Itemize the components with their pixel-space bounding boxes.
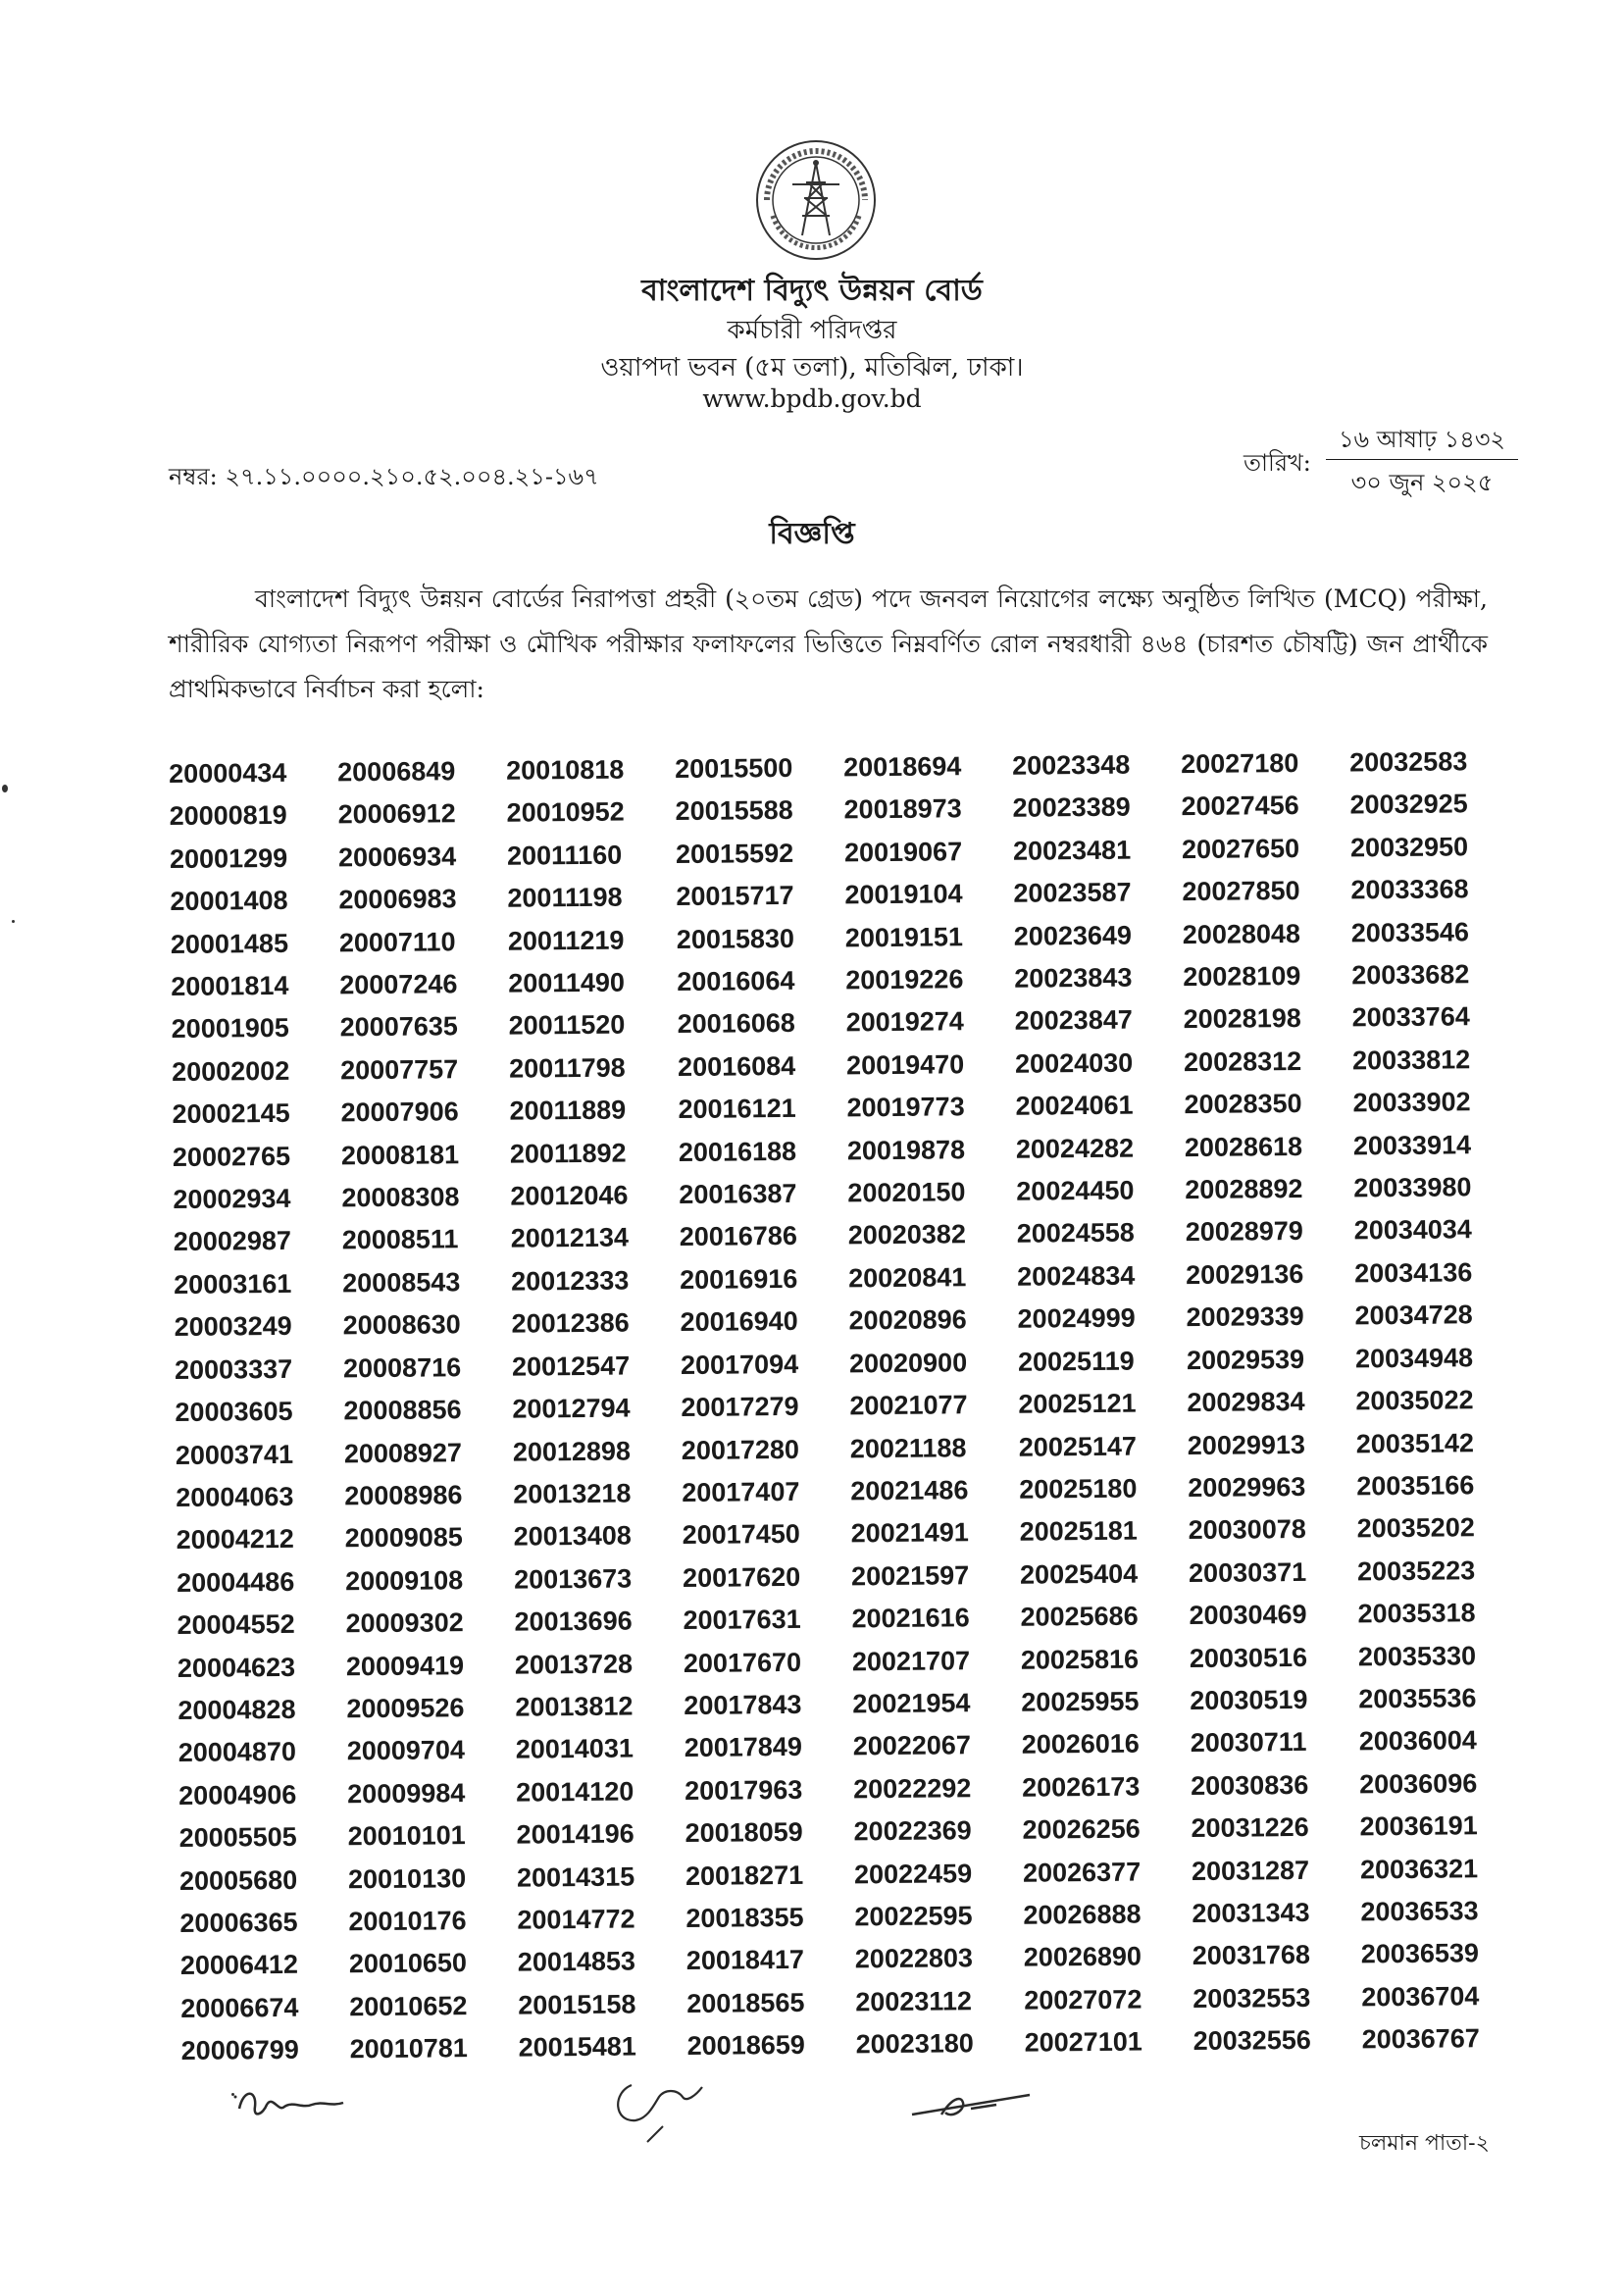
roll-number: 20015830	[676, 923, 795, 954]
roll-number: 20028892	[1185, 1173, 1303, 1205]
roll-number: 20017849	[684, 1732, 803, 1763]
roll-number: 20004486	[176, 1566, 295, 1598]
roll-number: 20010652	[349, 1990, 468, 2022]
roll-number: 20015500	[675, 752, 793, 785]
roll-number: 20028979	[1185, 1216, 1304, 1248]
roll-number: 20018271	[685, 1860, 804, 1891]
roll-number: 20004828	[178, 1694, 296, 1725]
department-name: কর্মচারী পরিদপ্তর	[727, 316, 897, 345]
roll-number: 20034034	[1353, 1214, 1473, 1246]
roll-number: 20008927	[343, 1437, 463, 1468]
roll-number: 20006983	[338, 884, 457, 915]
roll-number: 20014196	[516, 1818, 634, 1850]
roll-number: 20016064	[677, 965, 795, 997]
roll-number: 20011798	[508, 1052, 626, 1084]
roll-number: 20016188	[678, 1136, 797, 1167]
roll-number: 20034728	[1354, 1300, 1473, 1331]
approver-signature	[902, 2079, 1040, 2128]
roll-number: 20007635	[339, 1011, 458, 1043]
roll-number: 20018659	[686, 2030, 805, 2062]
notice-body	[169, 577, 1488, 712]
roll-number: 20019104	[844, 879, 963, 910]
roll-number: 20015592	[675, 838, 794, 869]
roll-number: 20003337	[174, 1353, 293, 1385]
roll-number: 20005680	[178, 1864, 298, 1896]
roll-number: 20015588	[675, 795, 793, 827]
roll-number: 20022459	[853, 1858, 973, 1889]
date-bangla: ১৬ আষাঢ় ১৪৩২	[1338, 426, 1506, 453]
roll-number: 20033546	[1350, 916, 1470, 948]
officer-signature	[608, 2067, 726, 2146]
scan-speck	[2, 785, 8, 792]
date-label: তারিখ:	[1243, 449, 1311, 477]
roll-number: 20012386	[511, 1307, 630, 1339]
roll-number: 20017094	[680, 1349, 799, 1380]
roll-number: 20027072	[1024, 1984, 1142, 2015]
roll-number: 20015158	[518, 1989, 636, 2020]
roll-number: 20008543	[342, 1267, 461, 1299]
roll-number: 20016121	[678, 1094, 796, 1125]
roll-number: 20009704	[346, 1735, 466, 1766]
roll-number: 20011889	[509, 1095, 627, 1126]
roll-number: 20006799	[180, 2034, 299, 2066]
roll-number: 20021486	[850, 1475, 969, 1506]
roll-number: 20018694	[843, 751, 962, 783]
roll-number: 20008308	[341, 1182, 460, 1213]
roll-number: 20018973	[843, 793, 962, 825]
roll-number: 20024558	[1016, 1218, 1136, 1249]
roll-number: 20027456	[1181, 790, 1299, 822]
roll-number: 20022292	[853, 1772, 972, 1805]
roll-number: 20029834	[1187, 1387, 1305, 1418]
roll-number: 20030371	[1188, 1556, 1307, 1588]
roll-number: 20004063	[176, 1481, 294, 1512]
roll-number: 20023843	[1014, 962, 1133, 994]
roll-number: 20008181	[340, 1139, 460, 1170]
roll-number: 20029539	[1186, 1344, 1305, 1375]
roll-number: 20010650	[348, 1948, 468, 1979]
roll-number: 20034136	[1354, 1257, 1473, 1289]
roll-number: 20036004	[1358, 1725, 1478, 1757]
roll-number: 20029136	[1186, 1258, 1304, 1290]
roll-number: 20006934	[337, 841, 457, 873]
roll-number: 20024030	[1014, 1047, 1134, 1079]
roll-number: 20035202	[1356, 1512, 1475, 1544]
roll-number: 20019226	[845, 964, 964, 995]
roll-number: 20025121	[1018, 1388, 1137, 1419]
roll-number: 20018417	[685, 1945, 805, 1976]
roll-number: 20026377	[1022, 1857, 1142, 1888]
roll-number: 20007906	[340, 1096, 459, 1128]
roll-number: 20012333	[511, 1265, 630, 1297]
bpdb-seal-logo	[753, 137, 879, 263]
roll-number: 20017620	[682, 1561, 801, 1593]
notice-body-text: বাংলাদেশ বিদ্যুৎ উন্নয়ন বোর্ডের নিরাপত্তা প্রহরী (২০তম গ্রেড) পদে জনবল নিয়োগের লক্ষ্যে অনুষ্ঠিত লিখিত (MCQ) পরীক্ষা, শারীরিক যোগ্যতা নিরূপণ পরীক্ষা ও মৌখিক পরীক্ষার ফলাফলের ভিত্তিতে নিম্নবর্ণিত রোল নম্বরধারী ৪৬৪ (চারশত চৌষট্টি) জন প্রার্থীকে প্রাথমিকভাবে নির্বাচন করা হলো:	[169, 585, 1488, 703]
roll-number: 20025147	[1018, 1431, 1138, 1462]
initial-signature	[233, 2079, 351, 2128]
roll-number: 20020150	[847, 1177, 966, 1208]
roll-number: 20020841	[848, 1262, 967, 1294]
roll-number: 20007757	[339, 1054, 459, 1086]
roll-number: 20002934	[173, 1183, 291, 1215]
roll-number: 20021954	[852, 1688, 971, 1719]
roll-number: 20028618	[1184, 1131, 1303, 1162]
roll-number: 20026016	[1021, 1728, 1141, 1760]
roll-number: 20013728	[514, 1649, 634, 1680]
scan-speck	[12, 920, 15, 923]
roll-number: 20004212	[176, 1524, 294, 1555]
org-website: www.bpdb.gov.bd	[702, 384, 922, 413]
roll-number: 20011892	[509, 1138, 627, 1169]
roll-number: 20024834	[1017, 1260, 1136, 1292]
roll-number: 20025404	[1019, 1558, 1139, 1590]
roll-number: 20019470	[845, 1049, 965, 1081]
roll-number: 20014853	[517, 1946, 636, 1978]
roll-number: 20023649	[1013, 920, 1133, 951]
roll-number: 20000819	[169, 800, 287, 832]
roll-number: 20003161	[174, 1268, 292, 1300]
roll-number: 20030469	[1189, 1600, 1307, 1631]
roll-number: 20003605	[175, 1396, 293, 1428]
roll-number: 20017407	[682, 1476, 800, 1507]
roll-number: 20033368	[1350, 874, 1469, 905]
roll-number: 20023389	[1012, 791, 1131, 824]
roll-number: 20035022	[1355, 1385, 1474, 1416]
roll-number: 20013408	[513, 1520, 632, 1552]
roll-number: 20016387	[679, 1178, 797, 1210]
roll-number: 20017280	[681, 1434, 800, 1465]
roll-number: 20033980	[1353, 1172, 1472, 1203]
roll-number: 20011160	[506, 840, 623, 871]
notice-title: বিজ্ঞপ্তি	[769, 517, 855, 551]
roll-number: 20017843	[684, 1689, 802, 1720]
roll-number: 20009302	[345, 1607, 464, 1639]
roll-number: 20027650	[1181, 833, 1300, 864]
roll-number: 20033812	[1351, 1045, 1471, 1076]
roll-number: 20026890	[1023, 1941, 1142, 1973]
roll-number: 20020382	[847, 1219, 967, 1250]
roll-number: 20025181	[1019, 1515, 1138, 1548]
roll-number: 20017279	[681, 1391, 799, 1423]
roll-number: 20009526	[346, 1693, 465, 1724]
roll-number: 20035166	[1356, 1470, 1475, 1502]
roll-number: 20011520	[508, 1009, 626, 1042]
roll-number: 20014120	[516, 1776, 634, 1808]
roll-number: 20028312	[1183, 1045, 1302, 1077]
roll-number: 20014772	[517, 1904, 635, 1935]
roll-number: 20028048	[1182, 918, 1301, 949]
roll-number: 20015717	[676, 881, 794, 912]
roll-number: 20013812	[515, 1691, 634, 1722]
roll-number-table	[169, 740, 1515, 2073]
roll-number: 20029913	[1187, 1429, 1306, 1460]
roll-number: 20030519	[1190, 1684, 1308, 1715]
roll-number: 20002002	[171, 1055, 290, 1087]
roll-number: 20023587	[1013, 877, 1132, 908]
date-divider	[1326, 459, 1518, 460]
date-block	[1226, 422, 1520, 500]
roll-number: 20021491	[850, 1517, 969, 1549]
roll-number: 20011198	[507, 882, 623, 913]
roll-number: 20012134	[510, 1222, 630, 1254]
roll-number: 20024282	[1015, 1133, 1135, 1164]
roll-number: 20023112	[855, 1985, 973, 2017]
roll-number: 20020896	[848, 1304, 967, 1336]
roll-number: 20031343	[1192, 1897, 1310, 1929]
page-continuation: চলমান পাতা-২	[1359, 2131, 1490, 2156]
roll-number: 20026256	[1022, 1813, 1141, 1845]
roll-number: 20016940	[680, 1306, 798, 1338]
roll-number: 20004623	[177, 1652, 296, 1683]
roll-number: 20009085	[344, 1522, 463, 1554]
roll-number: 20033914	[1352, 1129, 1472, 1161]
roll-number: 20001299	[169, 842, 288, 874]
roll-number: 20006674	[180, 1992, 299, 2023]
roll-number: 20024450	[1016, 1175, 1135, 1206]
roll-number: 20003249	[174, 1311, 292, 1343]
roll-number: 20019067	[843, 837, 963, 868]
roll-number: 20017670	[683, 1647, 802, 1678]
roll-number: 20026888	[1023, 1899, 1142, 1930]
roll-number: 20013218	[513, 1478, 632, 1509]
roll-number: 20011219	[507, 925, 625, 956]
roll-number: 20001905	[171, 1013, 289, 1045]
date-english: ৩০ জুন ২০২৫	[1350, 469, 1494, 496]
roll-number: 20008986	[344, 1480, 463, 1511]
roll-number: 20004870	[178, 1737, 297, 1768]
roll-number: 20009108	[344, 1564, 464, 1597]
roll-number: 20008856	[343, 1395, 462, 1426]
roll-number: 20032556	[1193, 2025, 1311, 2057]
roll-number: 20025119	[1017, 1346, 1135, 1377]
roll-number: 20009419	[345, 1650, 465, 1681]
roll-number: 20007110	[338, 926, 456, 957]
org-address: ওয়াপদা ভবন (৫ম তলা), মতিঝিল, ঢাকা।	[600, 353, 1024, 382]
memo-number: নম্বর: ২৭.১১.০০০০.২১০.৫২.০০৪.২১-১৬৭	[169, 463, 599, 490]
roll-number: 20022803	[854, 1943, 974, 1974]
roll-number: 20036767	[1361, 2023, 1480, 2055]
roll-number: 20008630	[342, 1309, 461, 1341]
roll-number: 20021188	[849, 1432, 967, 1463]
roll-number: 20036191	[1359, 1810, 1478, 1842]
roll-number: 20032925	[1349, 789, 1468, 820]
roll-number: 20010176	[348, 1906, 467, 1937]
roll-number: 20001485	[170, 928, 289, 959]
roll-number: 20019773	[846, 1092, 965, 1123]
roll-number: 20018565	[686, 1987, 805, 2018]
roll-number: 20017450	[682, 1519, 800, 1551]
roll-number: 20031226	[1191, 1812, 1309, 1844]
roll-number: 20018355	[685, 1902, 804, 1933]
roll-number: 20013696	[514, 1606, 633, 1637]
roll-number: 20032583	[1349, 746, 1468, 778]
roll-number: 20012794	[512, 1393, 631, 1424]
roll-number: 20025955	[1021, 1686, 1140, 1717]
roll-number: 20035536	[1358, 1683, 1477, 1714]
roll-number: 20035318	[1357, 1598, 1476, 1629]
roll-number: 20035142	[1355, 1427, 1475, 1458]
roll-number: 20022067	[852, 1730, 972, 1761]
roll-number: 20022595	[854, 1901, 973, 1932]
roll-number: 20001814	[171, 970, 289, 1002]
roll-number: 20027850	[1182, 876, 1300, 907]
roll-number: 20013673	[513, 1563, 633, 1595]
roll-number: 20036321	[1359, 1853, 1479, 1884]
roll-number: 20021077	[849, 1390, 968, 1421]
roll-number: 20017963	[685, 1774, 803, 1806]
roll-number: 20012046	[510, 1180, 629, 1211]
roll-number: 20034948	[1354, 1342, 1474, 1374]
roll-number: 20032950	[1349, 832, 1469, 863]
roll-number: 20010101	[347, 1820, 466, 1852]
roll-number: 20036533	[1360, 1896, 1479, 1927]
roll-number: 20032553	[1193, 1982, 1311, 2014]
roll-number: 20019151	[844, 921, 964, 953]
roll-number: 20016084	[677, 1050, 796, 1082]
roll-number: 20030836	[1191, 1769, 1309, 1801]
roll-number: 20026173	[1022, 1771, 1141, 1803]
roll-number: 20019878	[846, 1134, 966, 1166]
roll-number: 20033682	[1351, 959, 1470, 991]
roll-number: 20004906	[178, 1779, 297, 1810]
roll-number: 20010818	[506, 754, 625, 786]
roll-number: 20020900	[848, 1347, 968, 1379]
roll-number: 20011490	[508, 967, 626, 998]
roll-number: 20029963	[1188, 1471, 1306, 1503]
org-name: বাংলাদেশ বিদ্যুৎ উন্নয়ন বোর্ড	[641, 274, 983, 308]
roll-number: 20027101	[1024, 2026, 1142, 2058]
roll-number: 20008511	[341, 1224, 459, 1255]
roll-number: 20006365	[179, 1907, 298, 1938]
roll-number: 20016916	[680, 1263, 798, 1295]
roll-number: 20012898	[512, 1436, 632, 1467]
roll-number: 20033764	[1351, 1001, 1470, 1033]
roll-number: 20028109	[1183, 960, 1301, 993]
roll-number: 20023180	[855, 2028, 974, 2060]
roll-number: 20036539	[1360, 1938, 1480, 1969]
roll-number: 20028350	[1184, 1089, 1302, 1120]
roll-number: 20019274	[845, 1006, 964, 1038]
roll-number: 20018059	[685, 1816, 803, 1849]
roll-number: 20030711	[1190, 1727, 1307, 1759]
scan-speck	[231, 2093, 234, 2096]
roll-number: 20024999	[1017, 1302, 1136, 1334]
roll-number: 20002765	[172, 1141, 291, 1172]
roll-number: 20001408	[170, 886, 288, 917]
roll-number: 20035330	[1357, 1640, 1477, 1671]
roll-number: 20002145	[172, 1098, 290, 1130]
roll-number: 20031287	[1191, 1855, 1310, 1886]
roll-number: 20005505	[178, 1821, 297, 1854]
roll-number: 20027180	[1181, 747, 1299, 780]
roll-number: 20010781	[349, 2033, 468, 2065]
roll-number: 20003741	[175, 1439, 294, 1470]
roll-number: 20031768	[1192, 1940, 1311, 1971]
roll-number: 20036096	[1359, 1767, 1478, 1800]
roll-number: 20021616	[851, 1603, 970, 1634]
roll-number: 20025180	[1019, 1473, 1138, 1504]
roll-number: 20002987	[173, 1226, 292, 1257]
roll-number: 20024061	[1015, 1090, 1134, 1121]
roll-number: 20016786	[679, 1221, 798, 1252]
roll-number: 20012547	[511, 1351, 631, 1382]
roll-number: 20023481	[1012, 835, 1132, 866]
roll-number: 20006912	[337, 798, 456, 830]
roll-number: 20014031	[515, 1733, 634, 1764]
roll-number: 20017631	[683, 1604, 801, 1636]
roll-number: 20010952	[506, 796, 625, 829]
roll-number: 20030516	[1189, 1642, 1308, 1673]
roll-number: 20029339	[1186, 1301, 1304, 1333]
roll-number: 20010130	[347, 1862, 467, 1894]
roll-number: 20028198	[1183, 1003, 1301, 1035]
roll-number: 20033902	[1352, 1087, 1471, 1118]
roll-number: 20016068	[677, 1008, 795, 1040]
roll-number: 20007246	[339, 969, 458, 1000]
roll-number: 20004552	[177, 1608, 295, 1641]
roll-number: 20022369	[853, 1815, 972, 1847]
roll-number: 20025816	[1020, 1644, 1140, 1675]
roll-number: 20006849	[337, 756, 456, 788]
roll-number: 20025686	[1020, 1601, 1139, 1632]
roll-number: 20023348	[1012, 749, 1131, 781]
roll-number: 20014315	[516, 1861, 635, 1893]
roll-number: 20015481	[518, 2031, 636, 2063]
roll-number: 20030078	[1188, 1514, 1306, 1546]
roll-number: 20035223	[1356, 1555, 1476, 1587]
roll-number: 20000434	[169, 757, 287, 789]
roll-number: 20006412	[179, 1950, 299, 1981]
roll-number: 20021597	[850, 1559, 970, 1592]
roll-number: 20023847	[1014, 1005, 1133, 1037]
roll-number: 20021707	[851, 1645, 971, 1676]
roll-number: 20009984	[347, 1777, 466, 1810]
roll-number: 20008716	[342, 1351, 462, 1384]
roll-number: 20036704	[1361, 1981, 1480, 2013]
